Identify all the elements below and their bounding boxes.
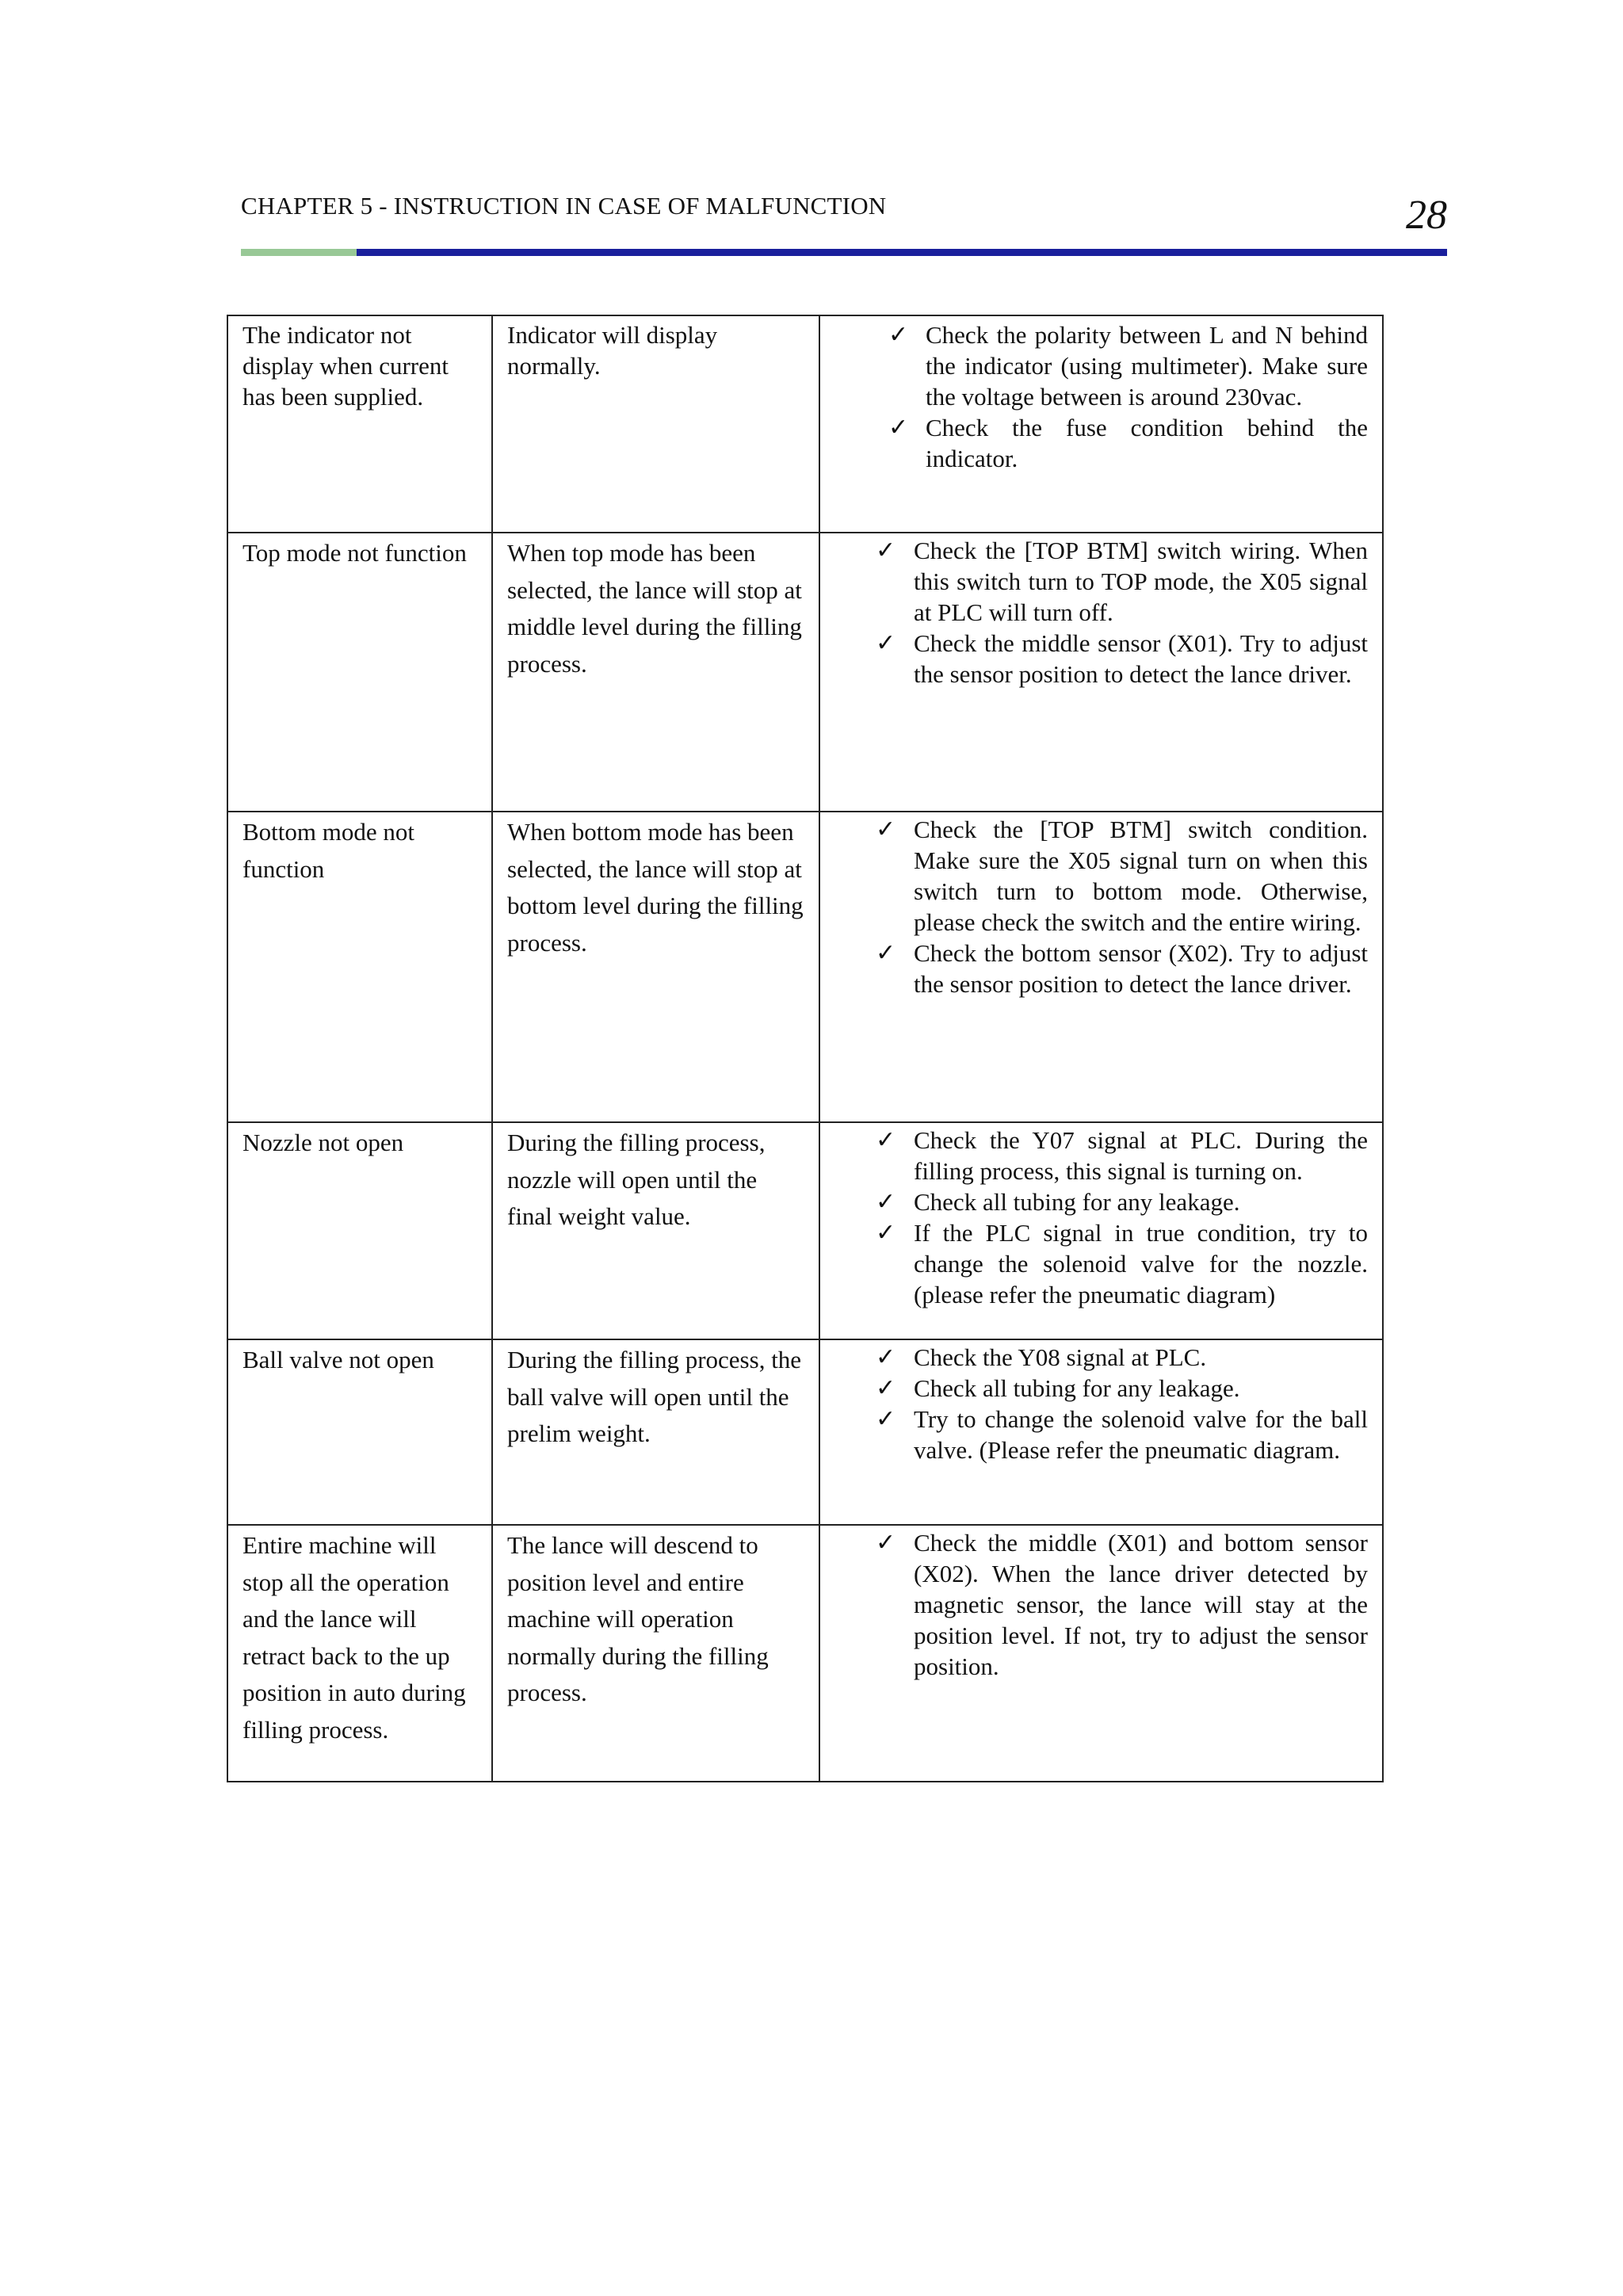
check-text: Check all tubing for any leakage. (914, 1374, 1240, 1402)
check-list (834, 535, 1368, 690)
expected-text: During the filling process, the ball valve will open until the prelim weight. (507, 1346, 802, 1447)
check-icon: ✓ (876, 1188, 896, 1216)
list-item (834, 814, 1368, 938)
list-item (834, 535, 1368, 628)
table-row (227, 1122, 1383, 1339)
problem-cell (227, 812, 492, 1122)
troubleshooting-table (227, 315, 1384, 1782)
expected-text: When top mode has been selected, the lance will stop at middle level during the filling process. (507, 539, 802, 678)
expected-text: When bottom mode has been selected, the lance will stop at bottom level during the filling process. (507, 818, 804, 957)
check-text: Check the Y08 signal at PLC. (914, 1343, 1207, 1371)
expected-cell (492, 1525, 819, 1782)
check-icon: ✓ (888, 414, 909, 441)
expected-cell (492, 1122, 819, 1339)
table-row (227, 533, 1383, 812)
expected-cell (492, 812, 819, 1122)
check-text: Check all tubing for any leakage. (914, 1188, 1240, 1216)
list-item (834, 1527, 1368, 1682)
problem-cell (227, 1122, 492, 1339)
header-rule-accent (241, 249, 357, 256)
problem-cell (227, 1525, 492, 1782)
check-icon: ✓ (876, 1374, 896, 1402)
check-icon: ✓ (876, 816, 896, 843)
checks-cell (819, 1122, 1383, 1339)
expected-text: Indicator will display normally. (507, 321, 718, 380)
checks-cell (819, 1339, 1383, 1525)
check-icon: ✓ (888, 321, 909, 349)
expected-text: During the filling process, nozzle will open until the final weight value. (507, 1129, 766, 1230)
check-icon: ✓ (876, 1343, 896, 1371)
chapter-title: CHAPTER 5 - INSTRUCTION IN CASE OF MALFUNCTION (241, 192, 887, 220)
check-text: Check the Y07 signal at PLC. During the filling process, this signal is turning on. (914, 1126, 1368, 1185)
check-text: Try to change the solenoid valve for the ball valve. (Please refer the pneumatic diagram. (914, 1405, 1368, 1464)
table-row (227, 812, 1383, 1122)
check-icon: ✓ (876, 1126, 896, 1154)
check-list (834, 1527, 1368, 1682)
problem-cell (227, 315, 492, 533)
check-icon: ✓ (876, 1405, 896, 1433)
list-item (834, 1373, 1368, 1404)
problem-text: Nozzle not open (242, 1129, 404, 1156)
check-list (834, 1342, 1368, 1465)
check-text: If the PLC signal in true condition, try to change the solenoid valve for the nozzle.(please refer the pneumatic diagram) (914, 1219, 1368, 1308)
problem-cell (227, 1339, 492, 1525)
problem-cell (227, 533, 492, 812)
check-icon: ✓ (876, 1219, 896, 1247)
expected-cell (492, 533, 819, 812)
table-row (227, 315, 1383, 533)
problem-text: The indicator not display when current has been supplied. (242, 321, 449, 411)
check-text: Check the middle (X01) and bottom sensor (X02). When the lance driver detected by magnetic sensor, the lance will stay at the position level. If not, try to adjust the sensor position. (914, 1529, 1368, 1680)
expected-cell (492, 315, 819, 533)
table-row (227, 1339, 1383, 1525)
check-text: Check the polarity between L and N behind the indicator (using multimeter). Make sure the voltage between is around 230vac. (926, 321, 1368, 411)
check-text: Check the [TOP BTM] switch condition. Make sure the X05 signal turn on when this switch turn to bottom mode. Otherwise, please check the switch and the entire wiring. (914, 816, 1368, 936)
check-text: Check the middle sensor (X01). Try to adjust the sensor position to detect the lance driver. (914, 629, 1368, 688)
list-item (834, 938, 1368, 999)
checks-cell (819, 533, 1383, 812)
expected-cell (492, 1339, 819, 1525)
check-icon: ✓ (876, 537, 896, 564)
check-list (834, 814, 1368, 999)
checks-cell (819, 812, 1383, 1122)
list-item (834, 1342, 1368, 1373)
checks-cell (819, 1525, 1383, 1782)
list-item (834, 1125, 1368, 1186)
checks-cell (819, 315, 1383, 533)
list-item (834, 412, 1368, 474)
list-item (834, 1404, 1368, 1465)
check-text: Check the fuse condition behind the indicator. (926, 414, 1368, 472)
check-list (834, 1125, 1368, 1310)
check-text: Check the bottom sensor (X02). Try to adjust the sensor position to detect the lance driver. (914, 939, 1368, 998)
list-item (834, 319, 1368, 412)
page-number: 28 (1406, 193, 1447, 238)
problem-text: Ball valve not open (242, 1346, 434, 1373)
problem-text: Top mode not function (242, 539, 467, 567)
check-icon: ✓ (876, 1529, 896, 1557)
problem-text: Bottom mode not function (242, 818, 414, 883)
check-icon: ✓ (876, 629, 896, 657)
list-item (834, 628, 1368, 690)
check-icon: ✓ (876, 939, 896, 967)
problem-text: Entire machine will stop all the operation and the lance will retract back to the up position in auto during filling process. (242, 1531, 466, 1744)
check-list (834, 319, 1368, 474)
list-item (834, 1217, 1368, 1310)
list-item (834, 1186, 1368, 1217)
expected-text: The lance will descend to position level and entire machine will operation normally during the filling process. (507, 1531, 769, 1706)
header-rule (357, 249, 1447, 256)
table-row (227, 1525, 1383, 1782)
check-text: Check the [TOP BTM] switch wiring. When this switch turn to TOP mode, the X05 signal at PLC will turn off. (914, 537, 1368, 626)
